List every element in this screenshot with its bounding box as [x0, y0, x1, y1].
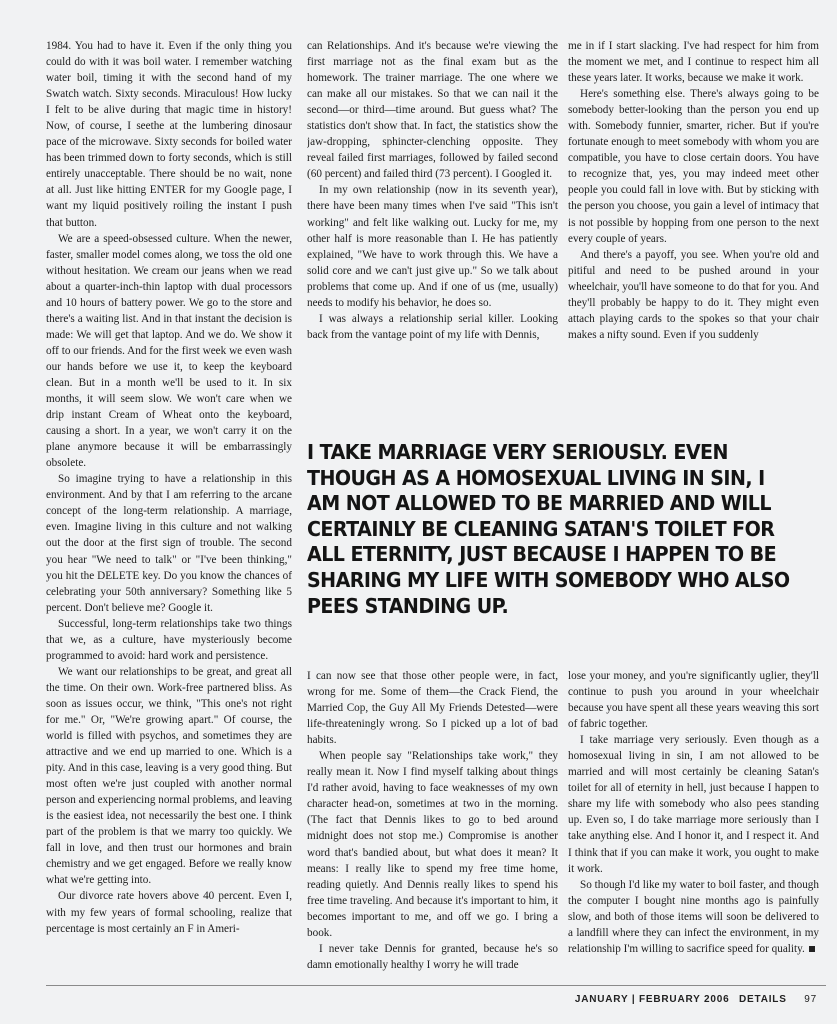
paragraph: In my own relationship (now in its seventh year), there have been many times when I've said "This isn't working" and felt like walking out. Lucky for me, my other half is more reasonable than I. He has patiently explained, "We have to work through this. We have a solid core and we can't just give up." So we talk about problems that come up. And if one of us (me, usually) needs to modify his behavior, he does so. — [307, 184, 558, 309]
paragraph: Here's something else. There's always going to be somebody better-looking than the person you end up with. Somebody funnier, smarter, richer. But if you're fortunate enough to meet somebody with whom you are compatible, you have to close certain doors. You have to recognize that, yes, you may indeed meet other people you could fall in love with. But by sticking with the person you choose, you gain a level of intimacy that is not possible by hopping from one person to the next every couple of years. — [568, 88, 819, 245]
footer-rule — [46, 985, 826, 986]
paragraph: I can now see that those other people were, in fact, wrong for me. Some of them—the Crack Fiend, the Married Cop, the Guy All My Friends Detested—were life-threateningly wrong. So I picked up a lot of bad habits. — [307, 670, 558, 747]
paragraph: We want our relationships to be great, and great all the time. On their own. Work-free partnered bliss. As soon as issues occur, we think, "This one's not right for me." Or, "We're growing apart." Of course, the world is filled with psychos, and sometimes they are attractive and we end up married to one. Which is a pity. And in this case, leaving is a very good thing. But most often we're just coupled with another normal person and experiencing normal problems, and leaving is the easiest idea, not necessarily the best one. I think part of the problem is that we marry too quickly. We fall in love, and then trust our hormones and brain chemistry and we get engaged. Before we really know what we're getting into. — [46, 665, 292, 887]
article-column-1 — [46, 38, 292, 978]
article-column-5 — [568, 668, 819, 978]
closing-paragraph-text: So though I'd like my water to boil faster, and though the computer I bought nine months ago is painfully slow, and both of those items will soon be delivered to a landfill where they can infect the environment, in my relationship I'm willing to sacrifice speed for quality. — [568, 878, 819, 955]
paragraph: Successful, long-term relationships take two things that we, as a culture, have mysteriously become programmed to avoid: hard work and persistence. — [46, 617, 292, 662]
paragraph: lose your money, and you're significantly uglier, they'll continue to push you around in your wheelchair because you have spent all these years weaving this sort of fabric together. — [568, 670, 819, 731]
paragraph: Our divorce rate hovers above 40 percent. Even I, with my few years of formal schooling, realize that percentage is most certainly an F in Ameri- — [46, 890, 292, 935]
page-number: 97 — [804, 994, 817, 1005]
paragraph: When people say "Relationships take work," they really mean it. Now I find myself talking about things I'd rather avoid, having to face weaknesses of my own character head-on, sometimes at two in the morning. (The fact that Dennis likes to go to bed around midnight does not stop me.) Compromise is another word that's bandied about, but what does it mean? It means: I really like to spend my free time home, reading quietly. And Dennis really likes to spend his free time traveling. And because it's important to him, it becomes important to me, and off we go. I bring a book. — [307, 750, 558, 939]
paragraph: I was always a relationship serial killer. Looking back from the vantage point of my life with Dennis, — [307, 312, 558, 341]
issue-date: JANUARY | FEBRUARY 2006 — [574, 994, 730, 1005]
paragraph: We are a speed-obsessed culture. When the newer, faster, smaller model comes along, we toss the old one without hesitation. We cream our jeans when we read about a quarter-inch-thin laptop with dual processors and 10 hours of battery power. We go to the store and there's a waiting list. And in that instant the decision is made: We will get that laptop. And we do. We show it off to our friends. And for the first week we even wash our hands before we use it, to keep the keyboard clean. But in a month we'll be used to it. In six months, it will seem slow. We won't care when we drip instant Cream of Wheat onto the keyboard, causing a short. In a year, we won't carry it on the plane anymore because it will be embarrassingly obsolete. — [46, 232, 292, 470]
page-footer — [575, 994, 817, 1005]
end-mark-icon — [809, 946, 815, 952]
paragraph: can Relationships. And it's because we're viewing the first marriage not as the final exam but as the homework. The trainer marriage. The one where we can make all our mistakes. So that we can nail it the second—or third—time around. But guess what? The statistics don't show that. In fact, the statistics show the jaw-dropping, sphincter-clenching opposite. They reveal failed first marriages, followed by failed second (60 percent) and failed third (73 percent). I Googled it. — [307, 40, 558, 181]
article-column-4 — [307, 668, 558, 978]
paragraph: So imagine trying to have a relationship in this environment. And by that I am referring to the arcane concept of the long-term relationship. A marriage, even. Imagine living in this culture and not walking out the door at the first sign of trouble. The second you hear "We need to talk" or "I've been thinking," you hit the DELETE key. Do you know the chances of celebrating your 50th anniversary? Something like 5 percent. Don't believe me? Google it. — [46, 473, 292, 614]
paragraph: I never take Dennis for granted, because he's so damn emotionally healthy I worry he will trade — [307, 942, 558, 971]
magazine-name: DETAILS — [739, 994, 787, 1005]
paragraph: I take marriage very seriously. Even though as a homosexual living in sin, I am not allowed to be married and will most certainly be cleaning Satan's toilet for all of eternity in hell, just because I happen to share my life with somebody who also pees standing up. Even so, I do take marriage more seriously than I take anything else. And I honor it, and I respect it. And I think that if you can make it work, you ought to make it work. — [568, 734, 819, 875]
paragraph: And there's a payoff, you see. When you're old and pitiful and need to be pushed around in your wheelchair, you'll have someone to do that for you. And they'll probably be happy to do it. They might even attach playing cards to the spokes so that your chair makes a nifty sound. Even if you suddenly — [568, 248, 819, 341]
article-column-2 — [307, 38, 558, 390]
paragraph: me in if I start slacking. I've had respect for him from the moment we met, and I continue to respect him all these years later. It works, because we make it work. — [568, 40, 819, 85]
pull-quote: I TAKE MARRIAGE VERY SERIOUSLY. EVEN THOUGH AS A HOMOSEXUAL LIVING IN SIN, I AM NOT ALLOWED TO BE MARRIED AND WILL CERTAINLY BE CLEANING SATAN'S TOILET FOR ALL ETERNITY, JUST BECAUSE I HAPPEN TO BE SHARING MY LIFE WITH SOMEBODY WHO ALSO PEES STANDING UP. — [307, 440, 790, 618]
paragraph: 1984. You had to have it. Even if the only thing you could do with it was boil water. I remember watching water boil, timing it with the second hand of my Swatch watch. Sixty seconds. Miraculous! How lucky I felt to be alive during that magic time in history! Now, of course, I seethe at the lumbering dinosaur pace of the microwave. Sixty seconds for boiled water has been trimmed down to forty seconds, which is still entirely unacceptable. There should be no wait, none at all. Just like hitting ENTER for my Google page, I want my liquid positively roiling the instant I push that button. — [46, 40, 292, 229]
article-column-3 — [568, 38, 819, 390]
paragraph — [568, 877, 819, 957]
